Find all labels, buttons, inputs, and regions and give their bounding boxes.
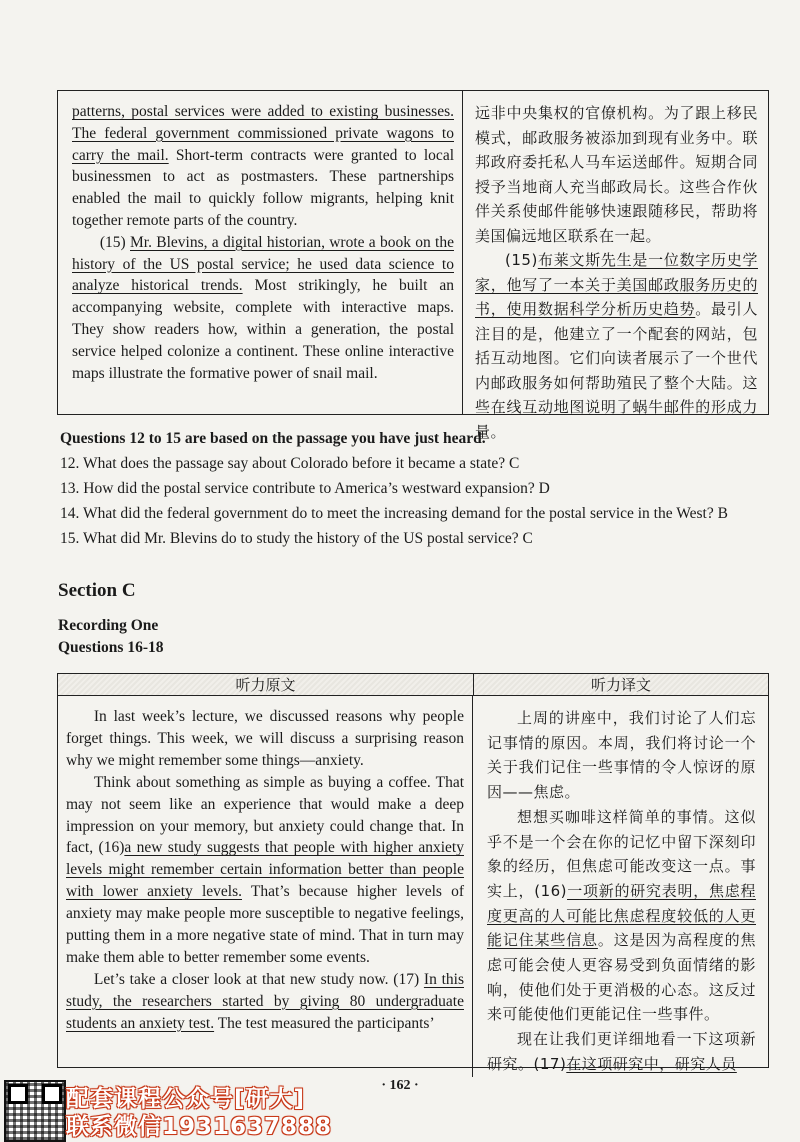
page-number: · 162 · bbox=[381, 1078, 419, 1093]
answer-underline: 布莱文斯先生是一位数字历史学家，他写了一本关于美国邮政服务历史的书，使用数据科学分析历史趋势 bbox=[475, 251, 758, 318]
english-column bbox=[58, 91, 463, 414]
question-item: 13. How did the postal service contribute to America’s westward expansion? D bbox=[60, 480, 550, 497]
questions-heading: Questions 12 to 15 are based on the passage you have just heard. bbox=[60, 430, 486, 447]
bilingual-table-bottom bbox=[57, 673, 769, 1073]
watermark-line: 配套课程公众号[研大] bbox=[66, 1086, 306, 1112]
question-item: 14. What did the federal government do to meet the increasing demand for the postal service in the West? B bbox=[60, 505, 728, 522]
table-header bbox=[58, 674, 768, 696]
chinese-paragraph: 远非中央集权的官僚机构。为了跟上移民模式，邮政服务被添加到现有业务中。联邦政府委托私人马车运送邮件。短期合同授予当地商人充当邮政局长。这些合作伙伴关系使邮件能够快速跟随移民，帮助将美国偏远地区联系在一起。 bbox=[475, 104, 758, 245]
header-original: 听力原文 bbox=[58, 674, 474, 695]
table-body bbox=[58, 696, 768, 1077]
chinese-column bbox=[463, 91, 768, 441]
chinese-paragraph: 上周的讲座中，我们讨论了人们忘记事情的原因。本周，我们将讨论一个关于我们记住一些事情的令人惊讶的原因——焦虑。 bbox=[487, 709, 756, 802]
answer-underline: 在这项研究中，研究人员 bbox=[566, 1054, 737, 1073]
chinese-paragraph: (15)布莱文斯先生是一位数字历史学家，他写了一本关于美国邮政服务历史的书，使用数据科学分析历史趋势。最引人注目的是，他建立了一个配套的网站，包括互动地图。它们向读者展示了一个世代内邮政服务如何帮助殖民了整个大陆。这些在线互动地图说明了蜗牛邮件的形成力量。 bbox=[475, 251, 758, 441]
question-item: 15. What did Mr. Blevins do to study the history of the US postal service? C bbox=[60, 530, 533, 547]
english-column bbox=[58, 696, 473, 1077]
answer-underline: In this study, the researchers started by giving 80 undergraduate students an anxiety test. bbox=[66, 970, 464, 1032]
english-paragraph: Let’s take a closer look at that new study now. (17) In this study, the researchers started by giving 80 undergraduate students an anxiety test. The test measured the participants’ bbox=[66, 970, 464, 1032]
english-paragraph: (15) Mr. Blevins, a digital historian, wrote a book on the history of the US postal service; he used data science to analyze historical trends. Most strikingly, he built an accompanying website, complete with interactive maps. They show readers how, within a generation, the postal service helped colonize a continent. These online interactive maps illustrate the formative power of snail mail. bbox=[72, 233, 454, 382]
answer-underline: Mr. Blevins, a digital historian, wrote a book on the history of the US postal service; he used data science to analyze historical trends. bbox=[72, 233, 454, 295]
english-paragraph: In last week’s lecture, we discussed reasons why people forget things. This week, we will discuss a surprising reason why we might remember some things—anxiety. bbox=[66, 708, 464, 769]
chinese-column bbox=[473, 696, 768, 1077]
question-item: 12. What does the passage say about Colorado before it became a state? C bbox=[60, 455, 520, 472]
qr-code-icon bbox=[4, 1080, 66, 1142]
chinese-paragraph: 想想买咖啡这样简单的事情。这似乎不是一个会在你的记忆中留下深刻印象的经历，但焦虑可能改变这一点。事实上，(16)一项新的研究表明，焦虑程度更高的人可能比焦虑程度较低的人更能记住某些信息。这是因为高程度的焦虑可能会使人更容易受到负面情绪的影响，使他们处于更消极的心态。这反过来可能使他们更能记住一些事件。 bbox=[487, 807, 756, 1024]
answer-underline: patterns, postal services were added to existing businesses. The federal government commissioned private wagons to carry the mail. bbox=[72, 103, 454, 164]
questions-range: Questions 16-18 bbox=[58, 639, 164, 656]
watermark-line: 联系微信1931637888 bbox=[66, 1114, 333, 1140]
section-title: Section C bbox=[58, 580, 136, 601]
english-paragraph: patterns, postal services were added to existing businesses. The federal government commissioned private wagons to carry the mail. Short-term contracts were granted to local businessmen to act as postmasters. These partnerships enabled the mail to quickly follow migrants, helping knit together remote parts of the country. bbox=[72, 103, 454, 229]
chinese-paragraph: 现在让我们更详细地看一下这项新研究。(17)在这项研究中，研究人员 bbox=[487, 1030, 756, 1073]
english-paragraph: Think about something as simple as buying a coffee. That may not seem like an experience that would make a deep impression on your memory, but anxiety could change that. In fact, (16)a new study suggests that people with higher anxiety levels might remember certain information better than people with lower anxiety levels. That’s because higher levels of anxiety may make people more susceptible to negative feelings, putting them in a more negative state of mind. That in turn may make them able to better remember some events. bbox=[66, 773, 464, 966]
answer-underline: a new study suggests that people with higher anxiety levels might remember certain information better than people with lower anxiety levels. bbox=[66, 839, 464, 901]
header-translation: 听力译文 bbox=[474, 674, 768, 695]
answer-underline: 一项新的研究表明，焦虑程度更高的人可能比焦虑程度较低的人更能记住某些信息 bbox=[487, 881, 756, 950]
recording-title: Recording One bbox=[58, 617, 159, 634]
